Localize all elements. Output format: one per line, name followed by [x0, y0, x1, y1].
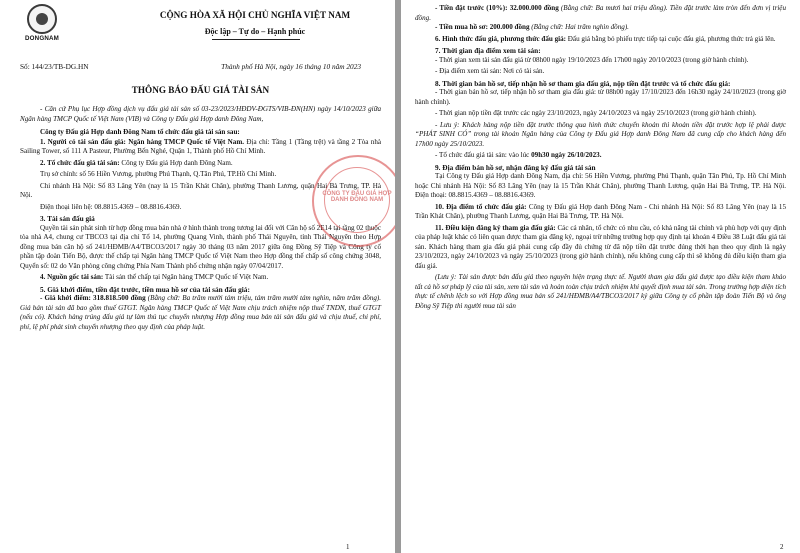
document-page-1	[0, 0, 395, 553]
section-10-text: Công ty Đấu giá Hợp danh Đông Nam - Chi nhánh Hà Nội: Số 83 Lãng Yên (nay là 15 Trần Khát Chân), phường Thanh Lương, quận Hai Bà Trưng, TP. Hà Nội.	[415, 202, 786, 221]
document-number: Số: 144/23/TB-DG.HN	[20, 62, 89, 71]
document-page-2	[401, 0, 800, 553]
section-11-text: Các cá nhân, tổ chức có nhu cầu, có khả năng tài chính và phù hợp với quy định của pháp luật khác có liên quan được tham gia đăng ký, ngoại trừ những trường hợp quy định tại khoản 4 Điều 38 Luật đấu giá tài sản. Khách hàng tham gia đấu giá phải cung cấp đầy đủ chứng từ đã nộp tiền đặt trước đúng thời hạn theo quy định là ngày 23/10/2023, ngày 24/10/2023 và ngày 25/10/2023 (trong giờ hành chính), nếu không cung cấp thì sẽ không đủ điều kiện tham gia đấu giá.	[415, 223, 786, 270]
section-5-label: 5. Giá khởi điểm, tiền đặt trước, tiền mua hồ sơ của tài sản đấu giá:	[40, 284, 250, 294]
fee-note: (Bằng chữ: Hai trăm nghìn đồng).	[529, 23, 629, 31]
nation-title: CỘNG HÒA XÃ HỘI CHỦ NGHĨA VIỆT NAM	[159, 10, 351, 20]
section-10-label: 10. Địa điểm tổ chức đấu giá:	[435, 202, 527, 211]
page-number: 2	[780, 543, 784, 551]
fee-label: - Tiền mua hồ sơ: 200.000 đồng	[435, 23, 530, 31]
section-6	[415, 35, 786, 45]
section-3-label: 3. Tài sản đấu giá	[40, 214, 95, 223]
section-1	[20, 138, 381, 157]
section-2-label: 2. Tổ chức đấu giá tài sản:	[40, 158, 120, 167]
auction-time-text: - Tổ chức đấu giá tài sản: vào lúc	[435, 151, 532, 160]
section-8-label: 8. Thời gian bán hồ sơ, tiếp nhận hồ sơ tham gia đấu giá, nộp tiền đặt trước và tổ chức đấu giá:	[435, 78, 731, 88]
auction-time-value: 09h30 ngày 26/10/2023.	[531, 151, 602, 160]
section-1-text: Địa chỉ: Tầng 1 (Tầng trệt) và tầng 2 Tòa nhà Sailing Tower, số 111 A Pasteur, Phường Bến Nghé, Quận 1, Thành phố Hồ Chí Minh.	[20, 137, 382, 155]
section-9-label: 9. Địa điểm bán hồ sơ, nhận đăng ký đấu giá tài sản	[435, 162, 596, 172]
national-motto: Độc lập – Tự do – Hạnh phúc	[204, 27, 306, 36]
section-7-place: - Địa điểm xem tài sản: Nơi có tài sản.	[435, 67, 545, 76]
section-7-label: 7. Thời gian địa điểm xem tài sản:	[435, 46, 541, 55]
section-8-note: - Lưu ý: Khách hàng nộp tiền đặt trước thông qua hình thức chuyển khoản thì khoản tiền đặt trước hợp lệ phải được “PHÁT SINH CÓ” trong tài khoản Ngân hàng của Công ty Đấu giá Hợp danh Đông Nam đã cung cấp cho khách hàng đến 17h00 ngày 25/10/2023.	[415, 120, 786, 148]
company-logo	[24, 4, 60, 42]
deposit-note: (Bằng chữ: Ba mươi hai triệu đồng). Tiền đặt trước làm tròn đến đơn vị triệu đồng.	[415, 4, 786, 22]
section-6-label: 6. Hình thức đấu giá, phương thức đấu giá:	[435, 34, 567, 43]
section-7-time: - Thời gian xem tài sản đấu giá từ 08h00 ngày 19/10/2023 đến 17h00 ngày 20/10/2023 (trong giờ hành chính).	[435, 55, 749, 64]
logo-emblem-icon	[27, 4, 57, 34]
doc-meta-row	[20, 62, 381, 74]
stamp-text: CÔNG TY ĐẤU GIÁ HỢP DANH ĐÔNG NAM	[322, 191, 392, 203]
section-2-text: Công ty Đấu giá Hợp danh Đông Nam.	[119, 158, 233, 167]
section-8-document-sale: - Thời gian bán hồ sơ, tiếp nhận hồ sơ tham gia đấu giá: từ 08h00 ngày 17/10/2023 đến 16h30 ngày 24/10/2023 (trong giờ hành chính).	[415, 88, 786, 106]
section-9-text: Tại Công ty Đấu giá Hợp danh Đông Nam, địa chỉ: 56 Hiền Vương, phường Phú Thạnh, quận Tân Phú, Tp. Hồ Chí Minh hoặc Chi nhánh Hà Nội: Số 83 Lãng Yên (nay là 15 Trần Khát Chân), phường Thanh Lương, quận Hai Bà Trưng, TP. Hà Nội. Điện thoại: 08.8815.4369 – 08.8816.4369.	[415, 172, 786, 200]
section-1-label: 1. Người có tài sản đấu giá: Ngân hàng TMCP Quốc tế Việt Nam.	[40, 137, 245, 146]
document-fee	[415, 23, 786, 33]
document-title: THÔNG BÁO ĐẤU GIÁ TÀI SẢN	[131, 85, 270, 95]
section-2-branch: Chi nhánh Hà Nội: Số 83 Lãng Yên (nay là 15 Trần Khát Chân), phường Thanh Lương, quận Hai Bà Trưng, TP. Hà Nội.	[20, 181, 381, 199]
section-10	[415, 203, 786, 222]
section-11-note: (Lưu ý: Tài sản được bán đấu giá theo nguyên hiện trạng thực tế. Người tham gia đấu giá được tạo điều kiện tham khảo tất cả hồ sơ pháp lý của tài sản, xem tài sản và hoàn toàn chịu trách nhiệm khi quyết định mua tài sản. Trong trường hợp diện tích thực tế chênh lệch so với Hợp đồng mua bán số 241/HĐMB/A4/TBCO3/2017 ký giữa Công ty cổ phần tập đoàn Tiến Bộ và ông Đồng Sỹ Tiệp thì người mua tài sản	[415, 273, 786, 310]
section-3-text: Quyền tài sản phát sinh từ hợp đồng mua bán nhà ở hình thành trong tương lai đối với Căn hộ số 2E14 tại tầng 02 thuộc tòa nhà A4, chung cư TBCO3 tại địa chỉ Tổ 14, phường Quang Vinh, thành phố Thái Nguyên, tỉnh Thái Nguyên theo Hợp đồng mua bán căn hộ số 241/HĐMB/A4/TBCO3/2017 ngày 30 tháng 03 năm 2017 giữa ông Đồng Sỹ Tiệp và Công ty cổ phần tập đoàn Tiến Bộ, được thế chấp tại Ngân hàng TMCP Quốc tế Việt Nam theo Hợp đồng thế chấp số công chứng 3048, Quyển số: 02 do Văn phòng công chứng Phía Nam Thành phố chứng nhận ngày 07/04/2017.	[20, 223, 381, 270]
motto-underline	[212, 39, 300, 40]
page-number: 1	[346, 543, 350, 551]
section-4-text: Tài sản thế chấp tại Ngân hàng TMCP Quốc tế Việt Nam.	[103, 273, 269, 282]
logo-text: DONGNAM	[24, 35, 60, 42]
section-4	[20, 273, 381, 283]
legal-basis: - Căn cứ Phụ lục Hợp đồng dịch vụ đấu giá tài sản số 03-23/2023/HĐDV-ĐGTS/VIB-ĐN(HN) ngày 14/10/2023 giữa Ngân hàng TMCP Quốc tế Việt Nam (VIB) và Công ty Đấu giá Hợp danh Đông Nam,	[20, 105, 381, 123]
starting-price-note: (Bằng chữ: Ba trăm mười tám triệu, tám trăm mười tám nghìn, năm trăm đồng). Giá bán tài sản đã bao gồm thuế GTGT. Ngân hàng TMCP Quốc tế Việt Nam chịu trách nhiệm nộp thuế TNDN, thuế GTGT (nếu có). Khách hàng trúng đấu giá tự làm thủ tục chuyển nhượng Hợp đồng mua bán tài sản đấu giá và chịu thuế, chi phí, phí, lệ phí phát sinh chuyển nhượng theo quy định của pháp luật.	[20, 294, 382, 331]
section-4-label: 4. Nguồn gốc tài sản:	[40, 273, 104, 282]
intro-line: Công ty Đấu giá Hợp danh Đông Nam tổ chức đấu giá tài sản sau:	[40, 128, 240, 136]
deposit-label: - Tiền đặt trước (10%): 32.000.000 đồng	[435, 4, 559, 12]
section-8-auction-time	[415, 151, 786, 161]
section-11-label: 11. Điều kiện đăng ký tham gia đấu giá:	[435, 223, 556, 232]
section-8-deposit-time: - Thời gian nộp tiền đặt trước các ngày 23/10/2023, ngày 24/10/2023 và ngày 25/10/2023 (trong giờ hành chính).	[435, 109, 757, 118]
company-seal-stamp	[312, 155, 395, 247]
section-6-text: Đấu giá bằng bỏ phiếu trực tiếp tại cuộc đấu giá, phương thức trả giá lên.	[566, 34, 776, 43]
section-2-phone: Điện thoại liên hệ: 08.8815.4369 – 08.8816.4369.	[40, 202, 182, 211]
letterhead	[20, 0, 381, 62]
section-2-headquarters: Trụ sở chính: số 56 Hiền Vương, phường Phú Thạnh, Q.Tân Phú, TP.Hồ Chí Minh.	[40, 170, 277, 178]
section-5-starting-price	[20, 294, 381, 332]
starting-price-label: - Giá khởi điểm: 318.818.500 đồng	[40, 294, 146, 303]
deposit-amount	[415, 4, 786, 23]
section-11	[415, 224, 786, 272]
place-date: Thành phố Hà Nội, ngày 16 tháng 10 năm 2023	[221, 62, 361, 71]
